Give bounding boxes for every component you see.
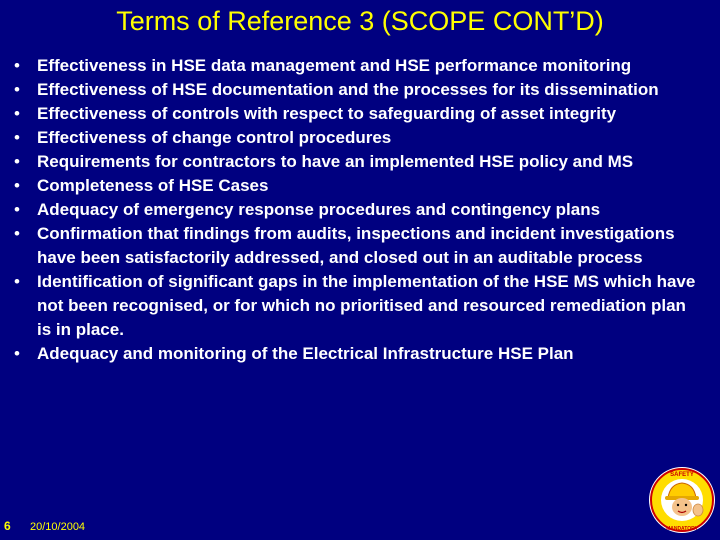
- bullet-list: [14, 54, 704, 366]
- bullet-dot: •: [14, 80, 20, 99]
- bullet-item: [14, 54, 704, 78]
- bullet-item: [14, 150, 704, 174]
- bullet-dot: •: [14, 128, 20, 147]
- bullet-text: Effectiveness of controls with respect to safeguarding of asset integrity: [37, 104, 617, 123]
- bullet-item: [14, 270, 704, 342]
- bullet-item: [14, 342, 704, 366]
- page-number: 6: [4, 519, 11, 533]
- bullet-text: Effectiveness of change control procedures: [37, 128, 392, 147]
- footer-date: 20/10/2004: [30, 521, 86, 533]
- bullet-text: Effectiveness of HSE documentation and the processes for its dissemination: [37, 80, 659, 99]
- bullet-dot: •: [14, 272, 20, 291]
- bullet-dot: •: [14, 344, 20, 363]
- bullet-item: [14, 78, 704, 102]
- bullet-item: [14, 102, 704, 126]
- bullet-text: Adequacy of emergency response procedures and contingency plans: [37, 200, 601, 219]
- bullet-dot: •: [14, 56, 20, 75]
- bullet-dot: •: [14, 200, 20, 219]
- bullet-item: [14, 198, 704, 222]
- bullet-text: Identification of significant gaps in the implementation of the HSE MS which have not been recognised, or for which no prioritised and resourced remediation plan is in place.: [37, 272, 696, 339]
- bullet-text: Completeness of HSE Cases: [37, 176, 269, 195]
- bullet-dot: •: [14, 224, 20, 243]
- svg-text:MANDATORY: MANDATORY: [666, 526, 698, 532]
- bullet-item: [14, 222, 704, 270]
- slide-title: Terms of Reference 3 (SCOPE CONT’D): [116, 6, 604, 36]
- bullet-text: Effectiveness in HSE data management and HSE performance monitoring: [37, 56, 632, 75]
- bullet-dot: •: [14, 104, 20, 123]
- svg-text:SAFETY: SAFETY: [670, 472, 694, 478]
- bullet-text: Adequacy and monitoring of the Electrical Infrastructure HSE Plan: [37, 344, 574, 363]
- safety-logo-icon: [648, 466, 716, 534]
- bullet-dot: •: [14, 176, 20, 195]
- bullet-text: Confirmation that findings from audits, inspections and incident investigations have been satisfactorily addressed, and closed out in an auditable process: [37, 224, 675, 267]
- bullet-dot: •: [14, 152, 20, 171]
- bullet-text: Requirements for contractors to have an implemented HSE policy and MS: [37, 152, 634, 171]
- bullet-item: [14, 174, 704, 198]
- bullet-item: [14, 126, 704, 150]
